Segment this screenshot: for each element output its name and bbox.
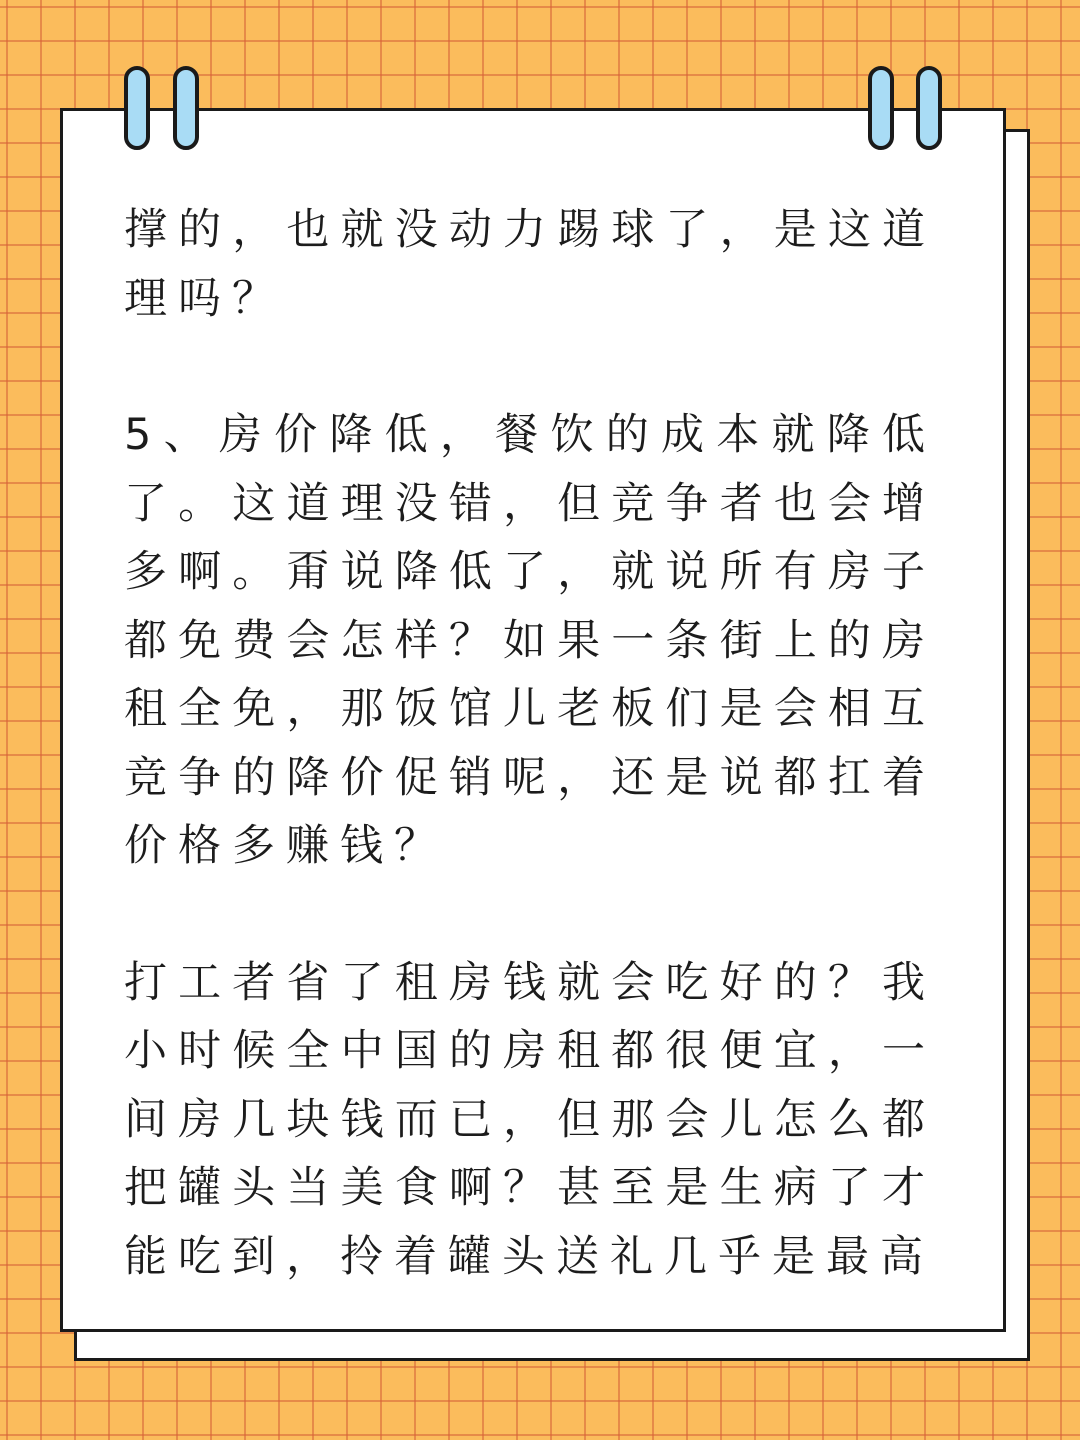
paragraph-spacer <box>124 881 936 949</box>
paragraph-2: 5、房价降低，餐饮的成本就降低了。这道理没错，但竞争者也会增多啊。甭说降低了，就说所有房子都免费会怎样？如果一条街上的房租全免，那饭馆儿老板们是会相互竞争的降价促销呢，还是说都扛着价格多赚钱？ <box>124 410 936 871</box>
paragraph-3: 打工者省了租房钱就会吃好的？我小时候全中国的房租都很便宜，一间房几块钱而已，但那会儿怎么都把罐头当美食啊？甚至是生病了才能吃到，拎着罐头送礼几乎是最高 <box>124 957 936 1282</box>
binder-ring-icon <box>868 66 894 150</box>
binder-ring-icon <box>124 66 150 150</box>
binder-ring-icon <box>173 66 199 150</box>
paragraph-1: 撑的，也就没动力踢球了，是这道理吗？ <box>124 205 936 324</box>
paragraph-spacer <box>124 333 936 401</box>
binder-ring-icon <box>916 66 942 150</box>
article-body <box>124 196 936 1291</box>
